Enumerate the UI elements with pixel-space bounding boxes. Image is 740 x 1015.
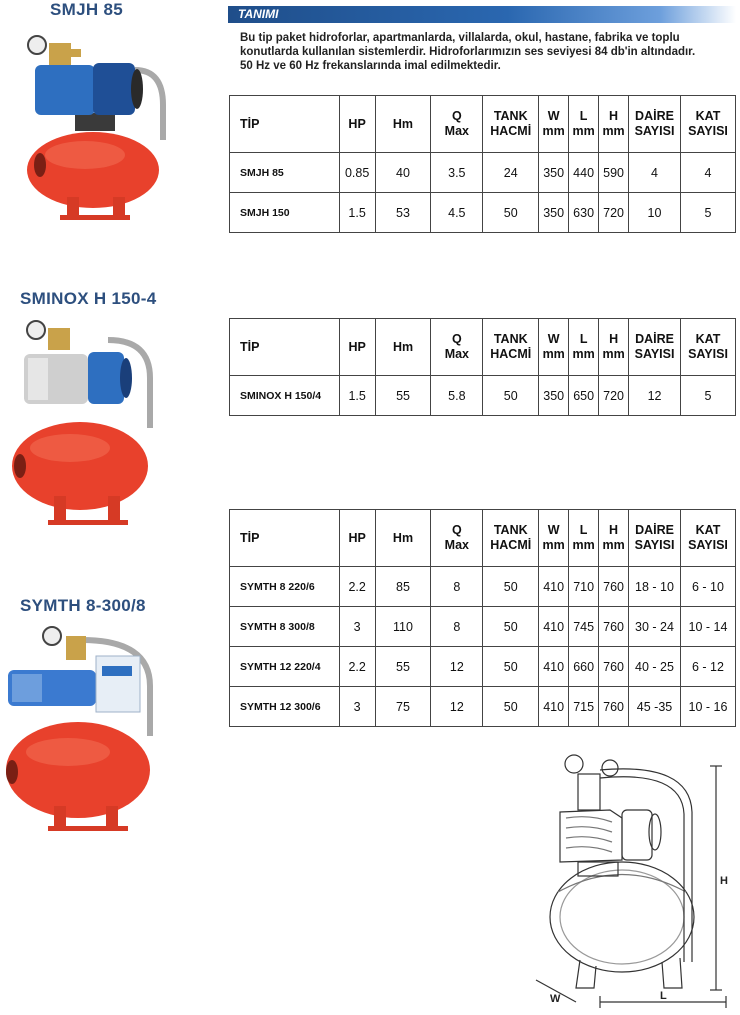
col-w-line1: W bbox=[547, 109, 560, 123]
product-title-smjh85: SMJH 85 bbox=[50, 0, 123, 19]
col-daire bbox=[629, 510, 681, 567]
col-h-line2: mm bbox=[602, 538, 625, 552]
smjh85-pump-image bbox=[15, 25, 175, 225]
cell-hm: 85 bbox=[375, 567, 431, 607]
cell-tank: 50 bbox=[483, 647, 539, 687]
cell-tank: 24 bbox=[483, 153, 539, 193]
cell-w: 410 bbox=[539, 647, 569, 687]
col-l bbox=[569, 319, 599, 376]
cell-hm: 55 bbox=[375, 647, 431, 687]
col-tank-line2: HACMİ bbox=[490, 347, 532, 361]
cell-l: 660 bbox=[569, 647, 599, 687]
col-q-line2: Max bbox=[444, 538, 469, 552]
col-kat-line2: SAYISI bbox=[688, 347, 728, 361]
col-tank-line1: TANK bbox=[493, 523, 528, 537]
cell-tank: 50 bbox=[483, 193, 539, 233]
cell-daire: 12 bbox=[629, 376, 681, 416]
cell-kat: 6 - 12 bbox=[680, 647, 735, 687]
cell-h: 760 bbox=[599, 647, 629, 687]
col-tank-line1: TANK bbox=[493, 332, 528, 346]
cell-daire: 18 - 10 bbox=[629, 567, 681, 607]
table-row bbox=[230, 153, 736, 193]
cell-w: 410 bbox=[539, 607, 569, 647]
cell-hm: 53 bbox=[375, 193, 431, 233]
col-kat-line1: KAT bbox=[695, 332, 721, 346]
cell-h: 720 bbox=[599, 193, 629, 233]
col-kat bbox=[680, 96, 735, 153]
col-q bbox=[431, 319, 483, 376]
col-tank bbox=[483, 96, 539, 153]
cell-model: SMJH 85 bbox=[230, 153, 340, 193]
cell-q: 4.5 bbox=[431, 193, 483, 233]
cell-tank: 50 bbox=[483, 607, 539, 647]
cell-hm: 75 bbox=[375, 687, 431, 727]
col-l-line1: L bbox=[579, 332, 588, 346]
col-l-line2: mm bbox=[572, 124, 595, 138]
spec-table-symth bbox=[229, 509, 736, 727]
col-l bbox=[569, 96, 599, 153]
cell-h: 760 bbox=[599, 687, 629, 727]
cell-tank: 50 bbox=[483, 567, 539, 607]
col-h bbox=[599, 510, 629, 567]
cell-hp: 3 bbox=[339, 607, 375, 647]
col-daire-line2: SAYISI bbox=[634, 538, 675, 552]
cell-hm: 55 bbox=[375, 376, 431, 416]
col-hp: HP bbox=[339, 510, 375, 567]
table-row bbox=[230, 567, 736, 607]
col-q bbox=[431, 96, 483, 153]
cell-w: 350 bbox=[539, 376, 569, 416]
cell-q: 8 bbox=[431, 567, 483, 607]
cell-l: 650 bbox=[569, 376, 599, 416]
cell-hp: 0.85 bbox=[339, 153, 375, 193]
table-row bbox=[230, 193, 736, 233]
col-kat-line2: SAYISI bbox=[688, 124, 728, 138]
col-h-line2: mm bbox=[602, 347, 625, 361]
col-tip: TİP bbox=[230, 510, 340, 567]
cell-h: 760 bbox=[599, 567, 629, 607]
col-h-line1: H bbox=[609, 109, 619, 123]
cell-hp: 1.5 bbox=[339, 193, 375, 233]
spec-table-smjh bbox=[229, 95, 736, 233]
cell-hp: 2.2 bbox=[339, 567, 375, 607]
table-row bbox=[230, 376, 736, 416]
table-header-row bbox=[230, 319, 736, 376]
cell-h: 720 bbox=[599, 376, 629, 416]
tanimi-label: TANIMI bbox=[238, 7, 279, 21]
col-q-line2: Max bbox=[444, 347, 470, 361]
cell-h: 590 bbox=[599, 153, 629, 193]
cell-kat: 5 bbox=[680, 193, 735, 233]
col-h-line1: H bbox=[609, 332, 619, 346]
col-daire-line1: DAİRE bbox=[635, 523, 674, 537]
cell-q: 12 bbox=[431, 647, 483, 687]
col-tip: TİP bbox=[230, 96, 340, 153]
cell-kat: 4 bbox=[680, 153, 735, 193]
cell-l: 745 bbox=[569, 607, 599, 647]
product-title-sminox: SMINOX H 150-4 bbox=[20, 289, 157, 308]
dimension-label-l: L bbox=[660, 990, 667, 1002]
col-h bbox=[599, 319, 629, 376]
cell-q: 12 bbox=[431, 687, 483, 727]
col-h-line1: H bbox=[609, 523, 619, 537]
col-hp: HP bbox=[339, 319, 375, 376]
cell-model: SMJH 150 bbox=[230, 193, 340, 233]
symth-pump-image bbox=[2, 626, 158, 836]
col-w-line2: mm bbox=[542, 347, 565, 361]
dimension-label-h: H bbox=[720, 875, 728, 887]
sminox-pump-image bbox=[8, 318, 158, 530]
col-l-line2: mm bbox=[572, 538, 595, 552]
col-l bbox=[569, 510, 599, 567]
col-tank-line1: TANK bbox=[493, 109, 528, 123]
tanimi-header-bar bbox=[228, 6, 736, 23]
col-daire-line2: SAYISI bbox=[634, 347, 675, 361]
col-daire-line1: DAİRE bbox=[635, 332, 674, 346]
description bbox=[240, 31, 730, 73]
table-header-row bbox=[230, 510, 736, 567]
col-tank-line2: HACMİ bbox=[490, 124, 532, 138]
col-kat-line2: SAYISI bbox=[688, 538, 728, 552]
col-w bbox=[539, 319, 569, 376]
cell-kat: 10 - 16 bbox=[680, 687, 735, 727]
col-daire-line2: SAYISI bbox=[634, 124, 675, 138]
cell-hm: 110 bbox=[375, 607, 431, 647]
cell-hm: 40 bbox=[375, 153, 431, 193]
cell-daire: 4 bbox=[629, 153, 681, 193]
col-tank bbox=[483, 510, 539, 567]
col-hm: Hm bbox=[375, 96, 431, 153]
description-line: konutlarda kullanılan sistemlerdir. Hidroforlarımızın ses seviyesi 84 db'in altındadır. bbox=[240, 46, 696, 58]
cell-daire: 45 -35 bbox=[629, 687, 681, 727]
col-l-line2: mm bbox=[572, 347, 595, 361]
spec-table-sminox bbox=[229, 318, 736, 416]
cell-q: 5.8 bbox=[431, 376, 483, 416]
cell-kat: 5 bbox=[681, 376, 736, 416]
cell-q: 8 bbox=[431, 607, 483, 647]
cell-model: SYMTH 8 300/8 bbox=[230, 607, 340, 647]
col-l-line1: L bbox=[579, 109, 588, 123]
col-kat-line1: KAT bbox=[695, 523, 721, 537]
col-tank bbox=[483, 319, 539, 376]
cell-l: 630 bbox=[569, 193, 599, 233]
col-hm: Hm bbox=[375, 319, 431, 376]
dimension-label-w: W bbox=[550, 993, 561, 1005]
cell-hp: 2.2 bbox=[339, 647, 375, 687]
table-row bbox=[230, 647, 736, 687]
col-h-line2: mm bbox=[602, 124, 625, 138]
col-w-line2: mm bbox=[542, 124, 565, 138]
col-h bbox=[599, 96, 629, 153]
col-l-line1: L bbox=[579, 523, 588, 537]
col-q-line1: Q bbox=[451, 332, 462, 346]
col-w bbox=[539, 96, 569, 153]
cell-h: 760 bbox=[599, 607, 629, 647]
col-w-line1: W bbox=[547, 523, 560, 537]
cell-w: 410 bbox=[539, 567, 569, 607]
col-daire bbox=[629, 96, 681, 153]
cell-kat: 10 - 14 bbox=[680, 607, 735, 647]
col-q-line1: Q bbox=[451, 109, 462, 123]
cell-l: 715 bbox=[569, 687, 599, 727]
cell-w: 350 bbox=[539, 153, 569, 193]
description-line: 50 Hz ve 60 Hz frekanslarında imal edilmektedir. bbox=[240, 60, 501, 72]
cell-model: SYMTH 12 300/6 bbox=[230, 687, 340, 727]
col-q-line1: Q bbox=[451, 523, 462, 537]
description-line: Bu tip paket hidroforlar, apartmanlarda, villalarda, okul, hastane, fabrika ve toplu bbox=[240, 32, 680, 44]
cell-hp: 3 bbox=[339, 687, 375, 727]
col-w-line2: mm bbox=[542, 538, 565, 552]
col-w bbox=[539, 510, 569, 567]
col-tip: TİP bbox=[230, 319, 340, 376]
cell-daire: 30 - 24 bbox=[629, 607, 681, 647]
col-kat-line1: KAT bbox=[695, 109, 721, 123]
dimension-drawing bbox=[530, 752, 735, 1010]
col-daire-line1: DAİRE bbox=[635, 109, 674, 123]
cell-l: 710 bbox=[569, 567, 599, 607]
cell-model: SYMTH 8 220/6 bbox=[230, 567, 340, 607]
cell-l: 440 bbox=[569, 153, 599, 193]
cell-q: 3.5 bbox=[431, 153, 483, 193]
col-hm: Hm bbox=[375, 510, 431, 567]
col-tank-line2: HACMİ bbox=[490, 538, 532, 552]
table-row bbox=[230, 687, 736, 727]
cell-w: 410 bbox=[539, 687, 569, 727]
col-q-line2: Max bbox=[444, 124, 469, 138]
cell-hp: 1.5 bbox=[339, 376, 375, 416]
col-kat bbox=[680, 510, 735, 567]
col-w-line1: W bbox=[547, 332, 560, 346]
col-kat bbox=[681, 319, 736, 376]
table-row bbox=[230, 607, 736, 647]
cell-kat: 6 - 10 bbox=[680, 567, 735, 607]
cell-tank: 50 bbox=[483, 376, 539, 416]
cell-tank: 50 bbox=[483, 687, 539, 727]
cell-daire: 40 - 25 bbox=[629, 647, 681, 687]
cell-w: 350 bbox=[539, 193, 569, 233]
col-daire bbox=[629, 319, 681, 376]
product-title-symth: SYMTH 8-300/8 bbox=[20, 596, 146, 615]
cell-model: SYMTH 12 220/4 bbox=[230, 647, 340, 687]
cell-daire: 10 bbox=[629, 193, 681, 233]
col-hp: HP bbox=[339, 96, 375, 153]
col-q bbox=[431, 510, 483, 567]
table-header-row bbox=[230, 96, 736, 153]
cell-model: SMINOX H 150/4 bbox=[230, 376, 340, 416]
